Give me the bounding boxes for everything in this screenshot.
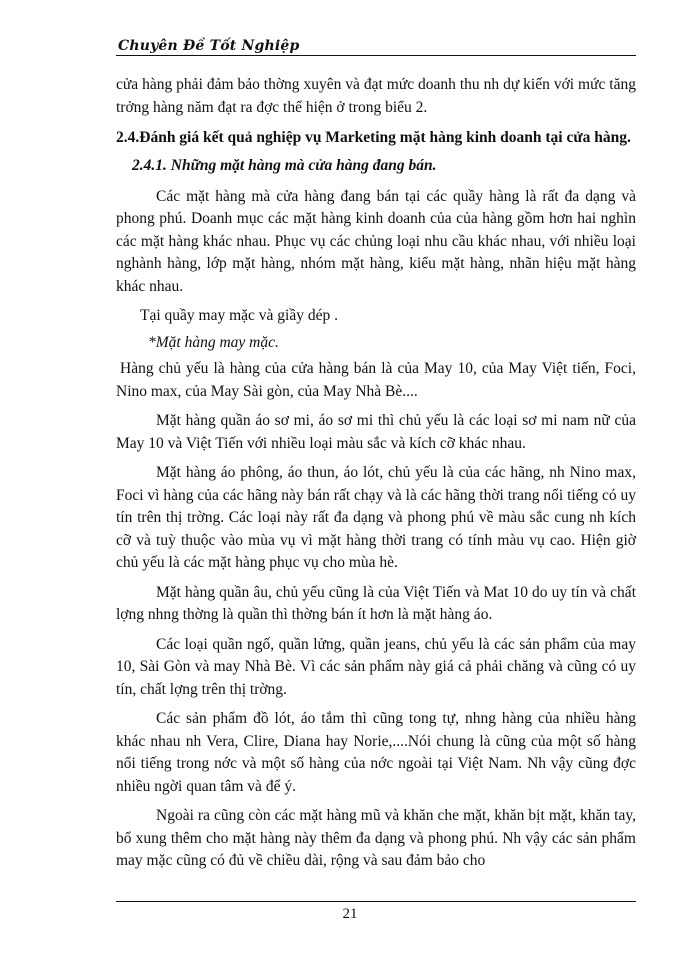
footer-divider (116, 901, 636, 902)
paragraph-product-range: Các mặt hàng mà cửa hàng đang bán tại các quầy hàng là rất đa dạng và phong phú. Doanh mục các mặt hàng kinh doanh của của hàng gồm hơn hai nghìn các mặt hàng khác nhau. Phục vụ các chủng loại nhu cầu khác nhau, với nhiều loại nghành hàng, lớp mặt hàng, nhóm mặt hàng, kiểu mặt hàng, nhãn hiệu mặt hàng khác nhau. (116, 187, 636, 295)
paragraph-tshirts: Mặt hàng áo phông, áo thun, áo lót, chủ yếu là của các hãng, nh Nino max, Foci vì hàng của các hãng này bán rất chạy và là các hãng thời trang nổi tiếng có uy tín trên thị trờng. Các loại này rất đa dạng và phong phú về màu sắc cung nh kích cỡ và tuỳ thuộc vào mùa vụ vì mặt hàng thời trang có tính màu vụ cao. Hiện giờ chủ yếu là các mặt hàng phục vụ cho mùa hè. (116, 464, 636, 571)
paragraph-trousers: Mặt hàng quần âu, chủ yếu cũng là của Việt Tiến và Mat 10 do uy tín và chất lợng nhng thờng là quần thì thờng bán ít hơn là mặt hàng áo. (116, 583, 636, 623)
paragraph-continuation: cửa hàng phải đảm bảo thờng xuyên và đạt mức doanh thu nh dự kiến với mức tăng trởng hàng năm đạt ra đợc thể hiện ở trong biểu 2. (116, 76, 636, 116)
running-header-title: Chuyên Đề Tốt Nghiệp (118, 38, 300, 54)
page-number: 21 (342, 906, 358, 922)
paragraph-counter-clothing-shoes: Tại quầy may mặc và giầy dép . (140, 307, 338, 324)
page-body (116, 74, 636, 880)
paragraph-clothing-heading: *Mặt hàng may mặc. (148, 333, 279, 351)
paragraph-hats-scarves: Ngoài ra cũng còn các mặt hàng mũ và khăn che mặt, khăn bịt mặt, khăn tay, bổ xung thêm cho mặt hàng này thêm đa dạng và phong phú. Nh vậy các sản phẩm may mặc cũng có đủ về chiều dài, rộng và sau đảm bảo cho (116, 807, 636, 869)
paragraph-shorts-jeans: Các loại quần ngố, quần lửng, quần jeans, chủ yếu là các sản phẩm của may 10, Sài Gòn và may Nhà Bè. Vì các sản phẩm này giá cả phải chăng và cũng có uy tín, chất lợng trên thị trờng. (116, 635, 636, 698)
header-divider (116, 55, 636, 56)
subsection-heading-2-4-1: 2.4.1. Những mặt hàng mà cửa hàng đang bán. (132, 157, 437, 174)
paragraph-underwear: Các sản phẩm đồ lót, áo tắm thì cũng tong tự, nhng hàng của nhiều hàng khác nhau nh Vera, Clire, Diana hay Norie,....Nói chung là cũng của một số hàng nổi tiếng trong nớc và một số hàng của nớc ngoài tại Việt Nam. Nh vậy cũng đợc nhiều ngời quan tâm và để ý. (116, 710, 636, 795)
paragraph-shirts: Mặt hàng quần áo sơ mi, áo sơ mi thì chủ yếu là các loại sơ mi nam nữ của May 10 và Việt Tiến với nhiều loại màu sắc và kích cỡ khác nhau. (116, 412, 636, 452)
section-heading-2-4: 2.4.Đánh giá kết quả nghiệp vụ Marketing mặt hàng kinh doanh tại cửa hàng. (116, 129, 631, 146)
paragraph-brands: Hàng chủ yếu là hàng của cửa hàng bán là của May 10, của May Việt tiến, Foci, Nino max, của May Sài gòn, của May Nhà Bè.... (116, 360, 636, 400)
